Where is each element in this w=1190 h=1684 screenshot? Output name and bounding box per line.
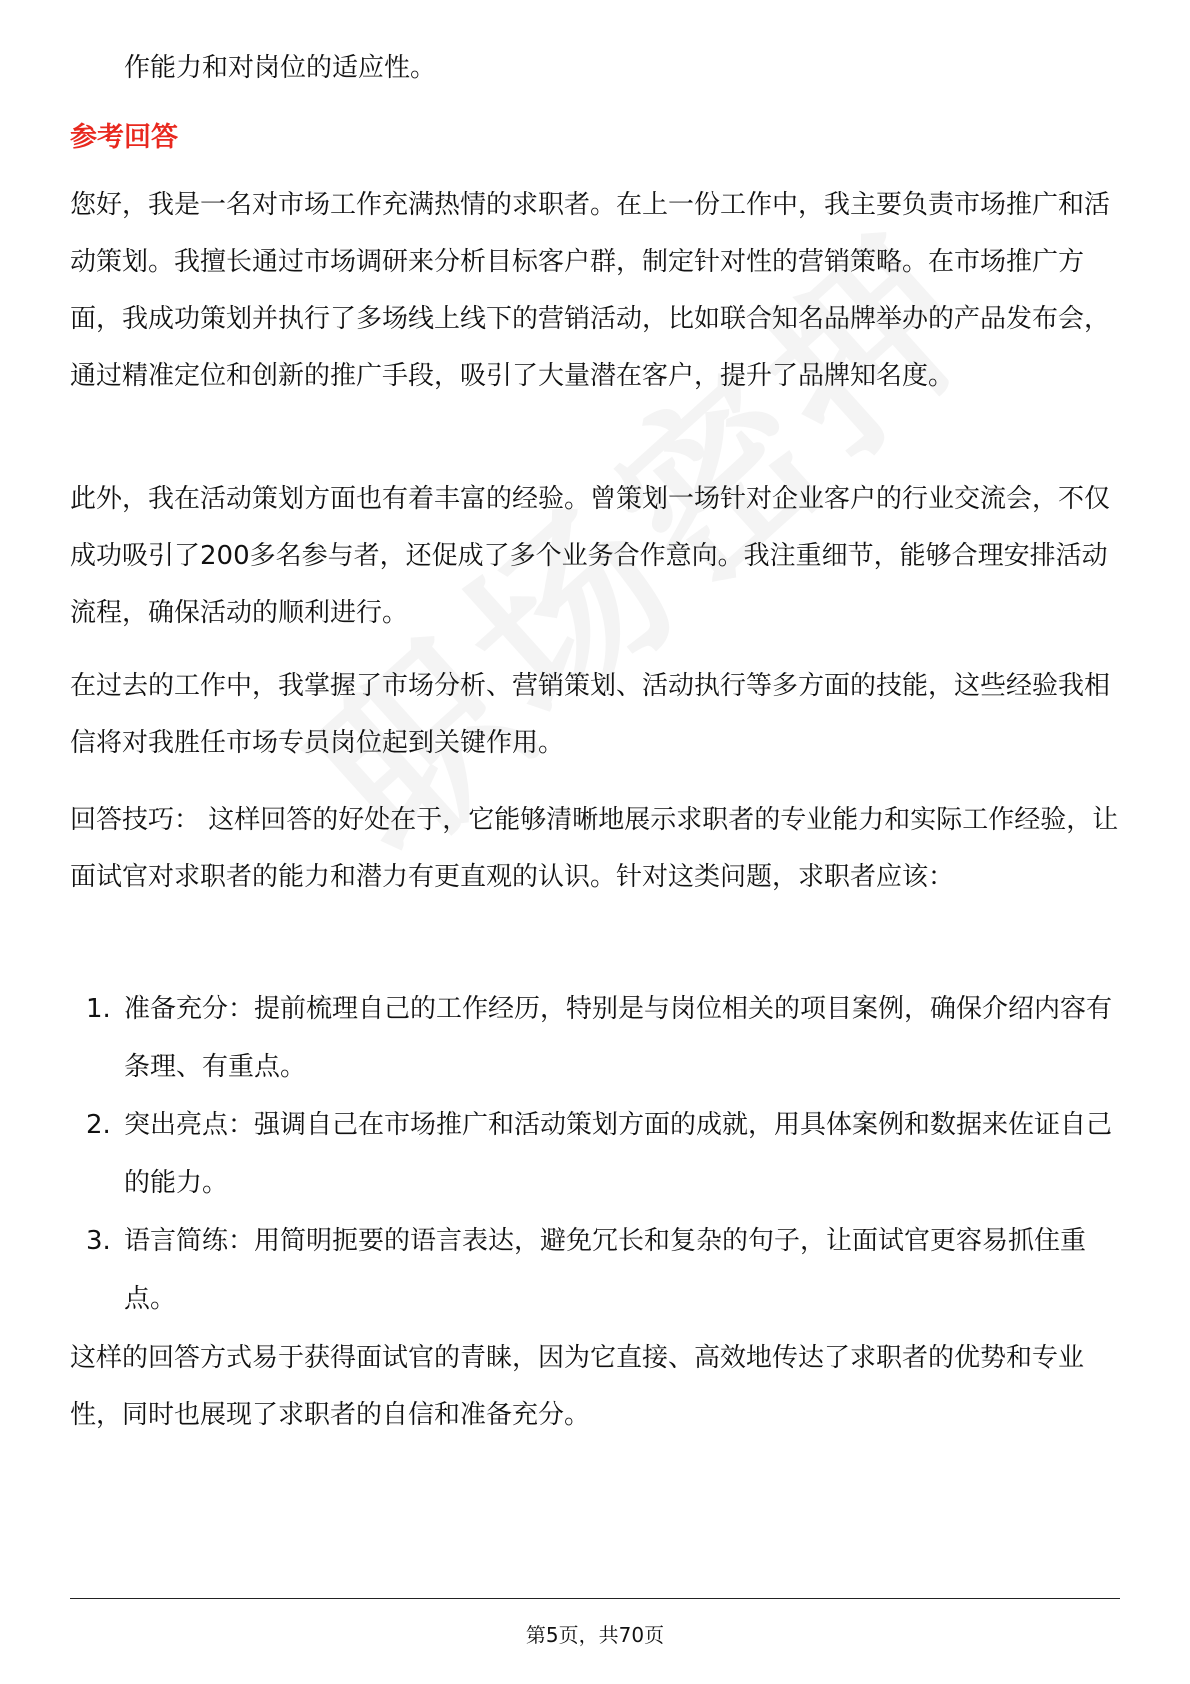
footer-divider xyxy=(70,1598,1120,1599)
list-item-text: 语言简练：用简明扼要的语言表达，避免冗长和复杂的句子，让面试官更容易抓住重点。 xyxy=(124,1226,1087,1314)
answer-paragraph-3: 在过去的工作中，我掌握了市场分析、营销策划、活动执行等多方面的技能，这些经验我相信将对我胜任市场专员岗位起到关键作用。 xyxy=(70,671,1111,758)
page-number: 第5页，共70页 xyxy=(525,1623,665,1647)
answer-paragraph-2: 此外，我在活动策划方面也有着丰富的经验。曾策划一场针对企业客户的行业交流会，不仅成功吸引了200多名参与者，还促成了多个业务合作意向。我注重细节，能够合理安排活动流程，确保活动的顺利进行。 xyxy=(70,484,1111,628)
list-item xyxy=(70,1096,1120,1212)
tips-intro-paragraph: 回答技巧： 这样回答的好处在于，它能够清晰地展示求职者的专业能力和实际工作经验，让面试官对求职者的能力和潜力有更直观的认识。针对这类问题，求职者应该： xyxy=(70,805,1119,892)
list-item-text: 准备充分：提前梳理自己的工作经历，特别是与岗位相关的项目案例，确保介绍内容有条理、有重点。 xyxy=(124,994,1113,1082)
closing-paragraph: 这样的回答方式易于获得面试官的青睐，因为它直接、高效地传达了求职者的优势和专业性，同时也展现了求职者的自信和准备充分。 xyxy=(70,1343,1085,1430)
list-item xyxy=(70,980,1120,1096)
tips-list xyxy=(70,980,1120,1328)
continuation-text: 作能力和对岗位的适应性。 xyxy=(124,53,437,83)
list-number: 2. xyxy=(86,1110,111,1140)
list-item-text: 突出亮点：强调自己在市场推广和活动策划方面的成就，用具体案例和数据来佐证自己的能力。 xyxy=(124,1110,1113,1198)
list-number: 3. xyxy=(86,1226,111,1256)
list-item xyxy=(70,1212,1120,1328)
list-number: 1. xyxy=(86,994,111,1024)
section-heading: 参考回答 xyxy=(70,122,178,153)
answer-paragraph-1: 您好，我是一名对市场工作充满热情的求职者。在上一份工作中，我主要负责市场推广和活动策划。我擅长通过市场调研来分析目标客户群，制定针对性的营销策略。在市场推广方面，我成功策划并执行了多场线上线下的营销活动，比如联合知名品牌举办的产品发布会，通过精准定位和创新的推广手段，吸引了大量潜在客户，提升了品牌知名度。 xyxy=(70,190,1111,391)
